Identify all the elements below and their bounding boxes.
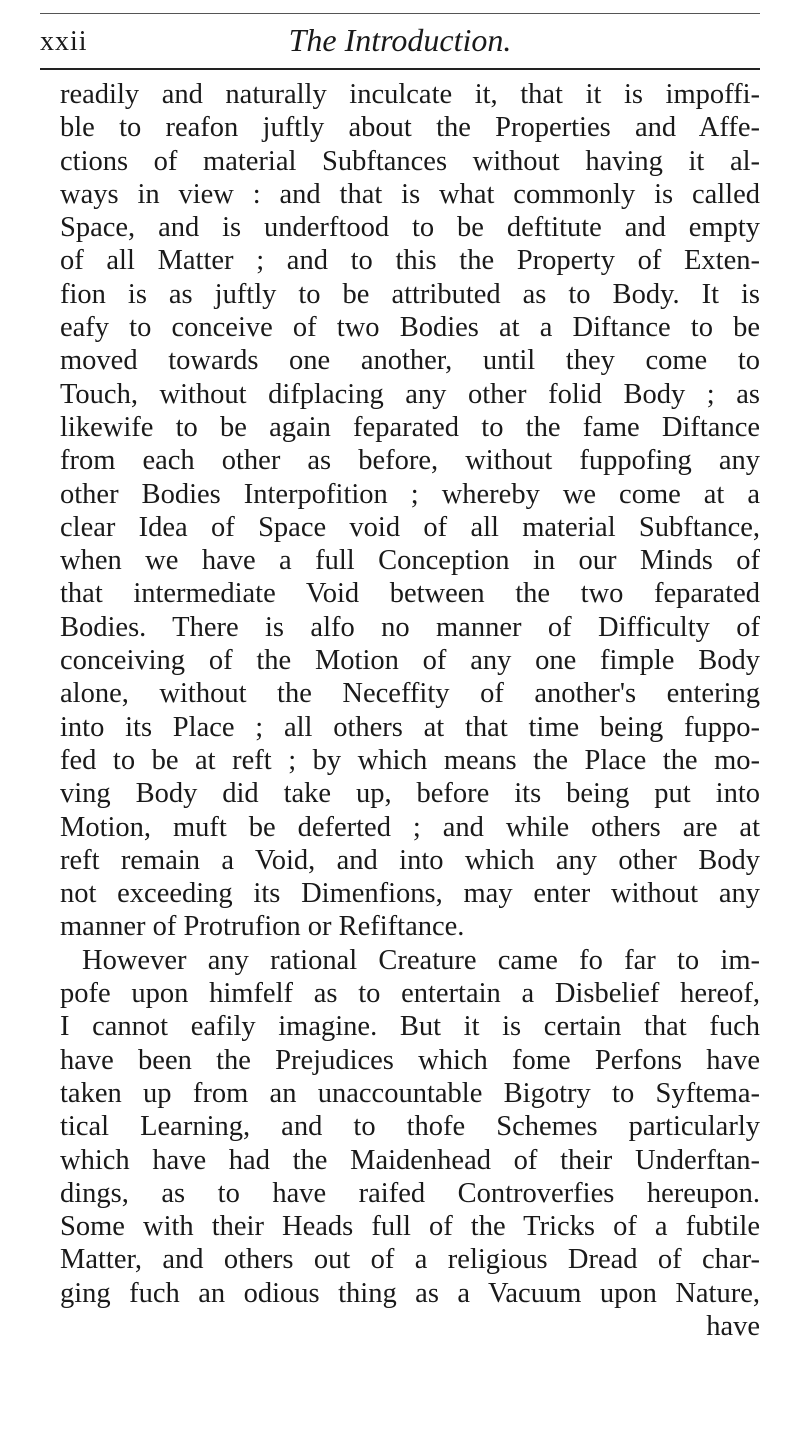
text-line: Space, and is underftood to be deftitute and empty — [60, 212, 760, 244]
text-line: that intermediate Void between the two feparated — [60, 578, 760, 610]
running-title: The Introduction. — [288, 22, 512, 58]
text-line: taken up from an unaccountable Bigotry to Syftema- — [60, 1077, 760, 1109]
text-line: moved towards one another, until they come to — [60, 345, 760, 377]
text-line: Some with their Heads full of the Tricks of a fubtile — [60, 1211, 760, 1243]
text-line: ways in view : and that is what commonly is called — [60, 178, 760, 210]
text-line: However any rational Creature came fo far to im- — [82, 944, 760, 976]
text-line: reft remain a Void, and into which any other Body — [60, 844, 760, 876]
text-line: when we have a full Conception in our Minds of — [60, 545, 760, 577]
header-top-rule — [40, 13, 760, 14]
text-line: pofe upon himfelf as to entertain a Disbelief hereof, — [60, 978, 760, 1010]
text-line: fion is as juftly to be attributed as to Body. It is — [60, 278, 760, 310]
text-line: ving Body did take up, before its being put into — [60, 778, 760, 810]
text-line: ctions of material Subftances without having it al- — [60, 145, 760, 177]
page-header — [40, 18, 760, 60]
text-line: other Bodies Interpofition ; whereby we come at a — [60, 478, 760, 510]
page-number: xxii — [40, 26, 88, 57]
text-line: of all Matter ; and to this the Property of Exten- — [60, 245, 760, 277]
text-line: ging fuch an odious thing as a Vacuum upon Nature, — [60, 1277, 760, 1309]
text-line: dings, as to have raifed Controverfies hereupon. — [60, 1177, 760, 1209]
text-line: I cannot eafily imagine. But it is certain that fuch — [60, 1011, 760, 1043]
text-line: Motion, muft be deferted ; and while others are at — [60, 811, 760, 843]
catchword: have — [706, 1310, 760, 1342]
text-line: ble to reafon juftly about the Properties and Affe- — [60, 112, 760, 144]
body-text — [60, 78, 760, 1343]
text-line: Bodies. There is alfo no manner of Difficulty of — [60, 611, 760, 643]
text-line: Touch, without difplacing any other folid Body ; as — [60, 378, 760, 410]
text-line: fed to be at reft ; by which means the Place the mo- — [60, 744, 760, 776]
text-line: clear Idea of Space void of all material Subftance, — [60, 511, 760, 543]
text-line: eafy to conceive of two Bodies at a Diftance to be — [60, 312, 760, 344]
text-line: have been the Prejudices which fome Perfons have — [60, 1044, 760, 1076]
text-line: alone, without the Neceffity of another's entering — [60, 678, 760, 710]
header-rule — [40, 68, 760, 70]
text-line: readily and naturally inculcate it, that it is impoffi- — [60, 79, 760, 110]
text-line: conceiving of the Motion of any one fimple Body — [60, 645, 760, 677]
text-line: Matter, and others out of a religious Dread of char- — [60, 1244, 760, 1276]
text-line: into its Place ; all others at that time being fuppo- — [60, 711, 760, 743]
text-line: manner of Protrufion or Refiftance. — [60, 911, 465, 943]
text-line: tical Learning, and to thofe Schemes particularly — [60, 1111, 760, 1143]
text-line: likewife to be again feparated to the fame Diftance — [60, 411, 760, 443]
text-line: which have had the Maidenhead of their Underftan- — [60, 1144, 760, 1176]
text-line: from each other as before, without fuppofing any — [60, 445, 760, 477]
text-line: not exceeding its Dimenfions, may enter without any — [60, 878, 760, 910]
